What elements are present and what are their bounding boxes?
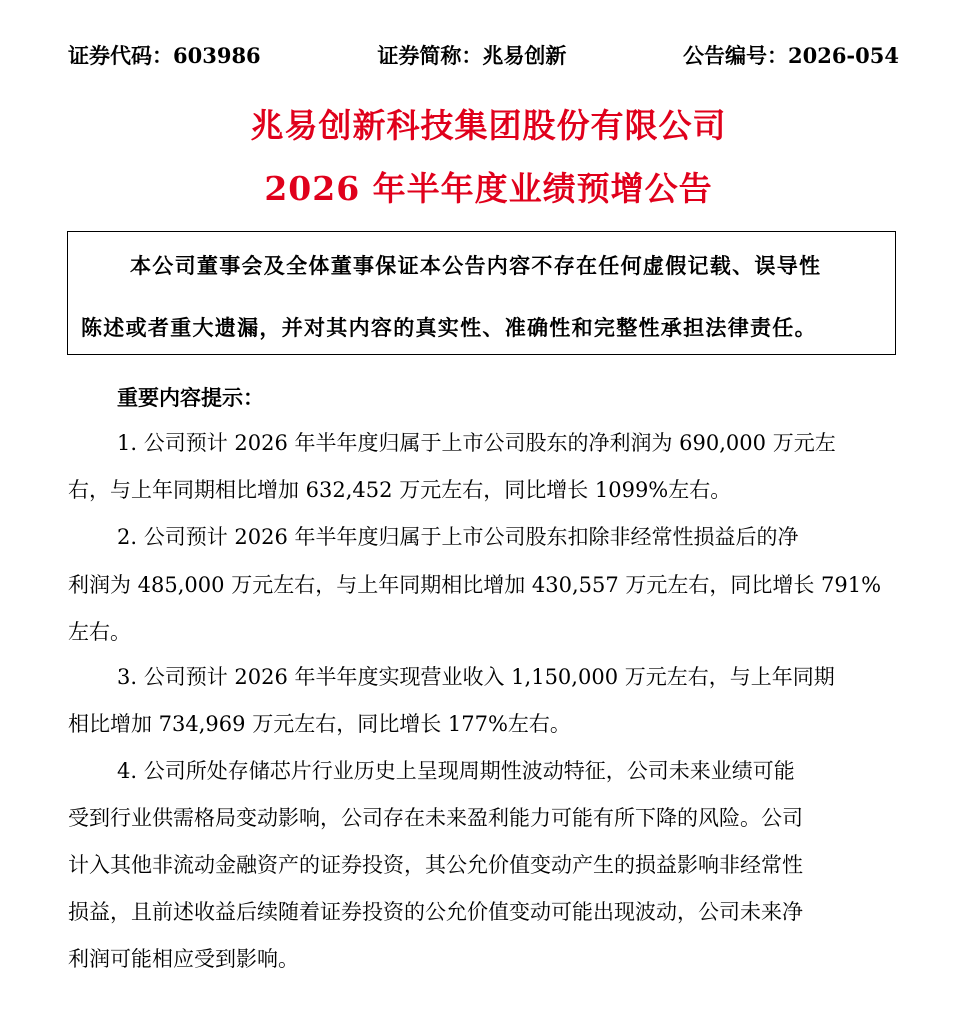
item-1-line: 右，与上年同期相比增加 632,452 万元左右，同比增长 1099%左右。 [68,478,732,502]
key-points-heading: 重要内容提示： [117,385,264,410]
announcement-number: 公告编号：2026-054 [682,43,899,68]
item-4-line: 计入其他非流动金融资产的证券投资，其公允价值变动产生的损益影响非经常性 [68,853,803,877]
item-2-line: 左右。 [68,620,131,644]
item-4-line: 利润可能相应受到影响。 [68,947,299,971]
notice-line: 陈述或者重大遗漏，并对其内容的真实性、准确性和完整性承担法律责任。 [81,315,817,340]
item-4-line: 4. 公司所处存储芯片行业历史上呈现周期性波动特征，公司未来业绩可能 [117,759,795,783]
header-row [68,38,899,72]
notice-line: 本公司董事会及全体董事保证本公告内容不存在任何虚假记载、误导性 [130,253,822,278]
board-guarantee-notice [67,231,896,355]
stock-code: 证券代码：603986 [68,43,261,68]
item-2-line: 2. 公司预计 2026 年半年度归属于上市公司股东扣除非经常性损益后的净 [117,525,799,549]
item-3-line: 3. 公司预计 2026 年半年度实现营业收入 1,150,000 万元左右，与上年同期 [117,665,835,689]
announcement-title: 2026 年半年度业绩预增公告 [264,169,713,208]
stock-abbreviation: 证券简称：兆易创新 [377,43,567,68]
company-name-title: 兆易创新科技集团股份有限公司 [250,106,727,145]
item-1-line: 1. 公司预计 2026 年半年度归属于上市公司股东的净利润为 690,000 万元左 [117,431,836,455]
item-4-line: 受到行业供需格局变动影响，公司存在未来盈利能力可能有所下降的风险。公司 [68,806,803,830]
item-4-line: 损益，且前述收益后续随着证券投资的公允价值变动可能出现波动，公司未来净 [68,900,803,924]
item-2-line: 利润为 485,000 万元左右，与上年同期相比增加 430,557 万元左右，同比增长 791% [68,573,882,597]
item-3-line: 相比增加 734,969 万元左右，同比增长 177%左右。 [68,712,571,736]
